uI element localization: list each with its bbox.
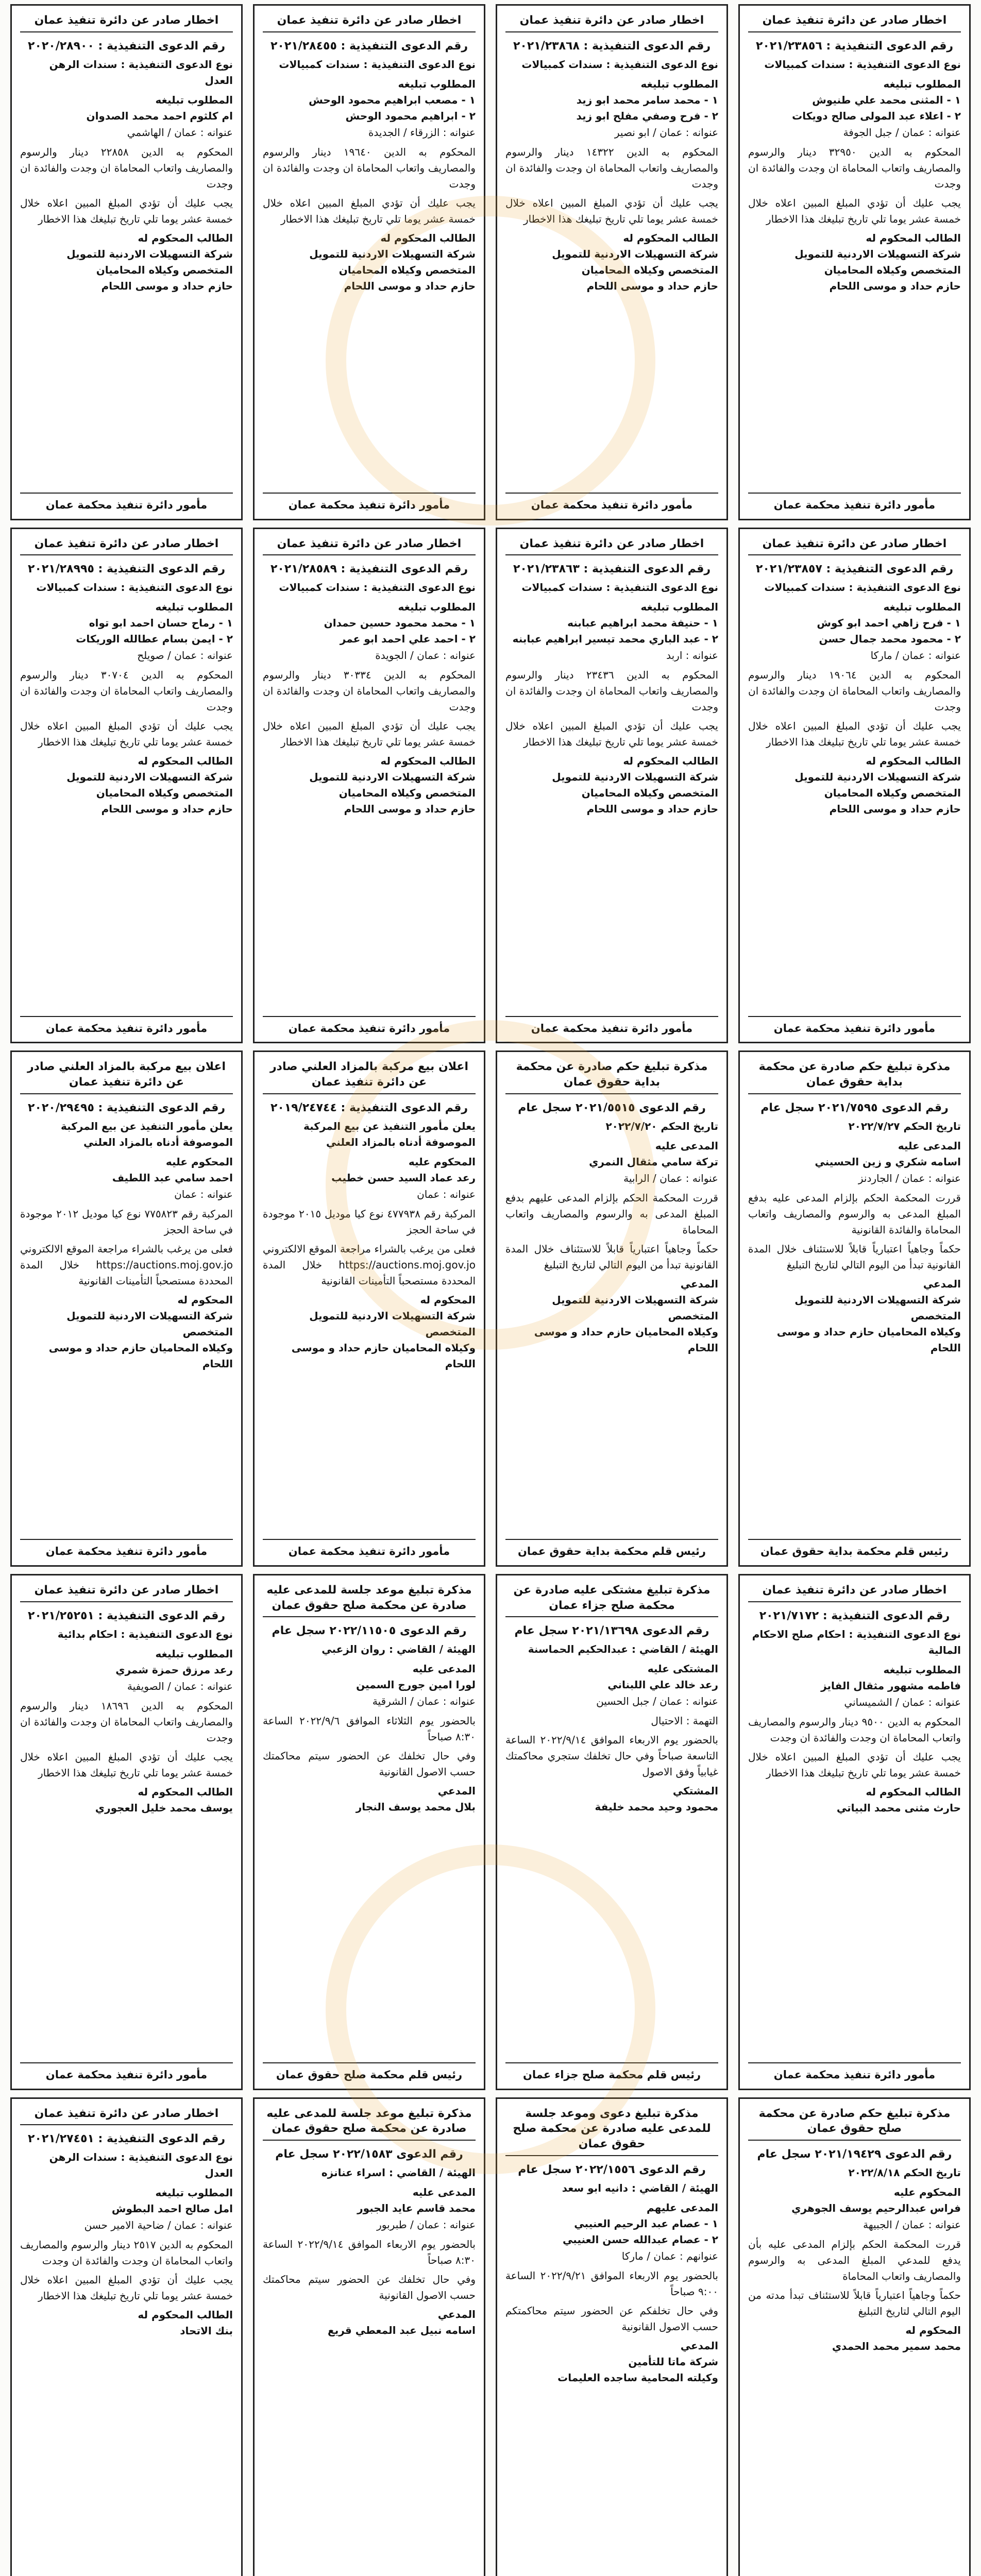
claim-type: نوع الدعوى التنفيذية : سندات الرهن العدل <box>49 58 233 87</box>
party-name: ١ - مصعب ابراهيم محمود الوحش <box>309 93 476 106</box>
party-name: ١ - محمد محمود حسين حمدان <box>324 617 476 630</box>
claim-type: الهيئة / القاضي : روان الزعبي <box>322 1643 476 1656</box>
party-label: المطلوب تبليغه <box>883 1663 961 1676</box>
notice-title: مذكرة تبليغ مشتكى عليه صادرة عن محكمة صلح جزاء عمان <box>505 1583 718 1617</box>
notice-footer: مأمور دائرة تنفيذ محكمة عمان <box>20 1016 233 1037</box>
claim-type: نوع الدعوى التنفيذية : سندات الرهن العدل <box>49 2151 233 2180</box>
creditor-label: المدعي <box>437 2308 476 2321</box>
notice-footer: مأمور دائرة تنفيذ محكمة عمان <box>748 493 961 514</box>
notice-footer: مأمور دائرة تنفيذ محكمة عمان <box>20 1539 233 1560</box>
party-address: عنوانه : عمان / جبل الحسين <box>596 1695 718 1708</box>
case-number: رقم الدعوى ٢٠٢١/٧٥٩٥ سجل عام <box>760 1101 949 1114</box>
legal-notice <box>10 1574 243 2090</box>
notice-body: فعلى من يرغب بالشراء مراجعة الموقع الالكتروني https://auctions.moj.gov.jo خلال المدة المحددة مستصحباً التأمينات القانونية <box>263 1242 476 1287</box>
creditor-name: يوسف محمد خليل العجوري <box>95 1801 233 1814</box>
party-name: ٢ - فرح وصفي مفلح ابو زيد <box>576 109 718 122</box>
creditor-label: المحكوم له <box>420 1293 476 1306</box>
case-number: رقم الدعوى التنفيذية : ٢٠٢٠/٢٩٤٩٥ <box>27 1101 226 1114</box>
creditor-lawyers: حازم حداد و موسى اللحام <box>101 279 233 292</box>
party-name: ١ - حنيفة محمد ابراهيم عبابنه <box>567 617 718 630</box>
party-address: عنوانه : الزرقاء / الجديدة <box>368 126 476 139</box>
party-address: عنوانه : عمان / الرابية <box>623 1172 718 1184</box>
case-number: رقم الدعوى ٢٠٢١/١٣٦٩٨ سجل عام <box>514 1624 709 1638</box>
party-address: عنوانه : اربد <box>666 649 718 662</box>
party-label: المحكوم عليه <box>893 2186 961 2199</box>
notice-amount: المحكوم به الدين ٣٠٣٣٤ دينار والرسوم والمصاريف واتعاب المحاماة ان وجدت والفائدة ان وجدت <box>263 669 476 714</box>
legal-notice <box>10 2097 243 2576</box>
notice-title: اخطار صادر عن دائرة تنفيذ عمان <box>748 13 961 32</box>
legal-notice <box>496 1050 728 1567</box>
creditor-label: المدعي <box>680 1277 718 1290</box>
notice-title: اخطار صادر عن دائرة تنفيذ عمان <box>263 13 476 32</box>
claim-type: الهيئة / القاضي : عبدالحكيم الحماسنة <box>528 1643 718 1656</box>
legal-notice <box>253 2097 485 2576</box>
creditor-lawyers: وكيلاه المحاميان حازم حداد و موسى اللحام <box>291 1341 476 1370</box>
creditor-label: المدعي <box>923 1277 961 1290</box>
creditor-label: المحكوم له <box>177 1293 233 1306</box>
party-name: رعد خالد علي اللبناني <box>607 1679 718 1691</box>
creditor-lawyers: وكيلاه المحاميان حازم حداد و موسى اللحام <box>48 1341 233 1370</box>
party-name: ١ - محمد سامر محمد ابو زيد <box>576 93 718 106</box>
party-name: ٢ - ايمن بسام عطالله الوريكات <box>76 633 233 646</box>
party-name: ١ - المثنى محمد علي طنيوش <box>812 93 961 106</box>
notice-title: مذكرة تبليغ حكم صادرة عن محكمة صلح حقوق عمان <box>748 2106 961 2141</box>
notice-body: يجب عليك أن تؤدي المبلغ المبين اعلاه خلال خمسة عشر يوما تلي تاريخ تبليغك هذا الاخطار <box>505 196 718 225</box>
legal-notice <box>738 4 971 520</box>
party-name: لورا امين جورج السمين <box>356 1679 476 1691</box>
creditor-name: بنك الاتحاد <box>180 2325 233 2337</box>
party-name: محمد قاسم عايد الجبور <box>357 2202 476 2215</box>
party-name: امل صالح احمد البطوش <box>111 2202 233 2215</box>
claim-type: الهيئة / القاضي : دانيه ابو سعد <box>562 2181 718 2194</box>
claim-type: نوع الدعوى التنفيذية : سندات كمبيالات <box>279 581 476 594</box>
party-address: عنوانه : عمان / ماركا <box>870 649 961 662</box>
party-address: عنوانه : عمان / طبربور <box>377 2218 476 2231</box>
notice-amount: بالحضور يوم الثلاثاء الموافق ٢٠٢٢/٩/٦ الساعة ٨:٣٠ صباحاً <box>263 1715 476 1743</box>
party-name: ١ - عصام عبد الرحيم العنيبي <box>574 2217 718 2230</box>
party-label: المطلوب تبليغه <box>155 93 233 106</box>
creditor-label: الطالب المحكوم له <box>623 231 718 244</box>
party-name: ٢ - ابراهيم محمود الوحش <box>345 109 476 122</box>
notice-footer: مأمور دائرة تنفيذ محكمة عمان <box>263 493 476 514</box>
party-label: المدعى عليهم <box>646 2201 718 2214</box>
notices-grid <box>10 4 971 2576</box>
notice-amount: المحكوم به الدين ١٨٦٩٦ دينار والرسوم والمصاريف واتعاب المحاماة ان وجدت والفائدة ان وجدت <box>20 1699 233 1744</box>
notice-title: اعلان بيع مركبة بالمزاد العلني صادر عن دائرة تنفيذ عمان <box>263 1059 476 1094</box>
party-name: ٢ - محمود محمد جمال حسن <box>819 633 961 646</box>
notice-title: اخطار صادر عن دائرة تنفيذ عمان <box>263 536 476 556</box>
party-label: المحكوم عليه <box>165 1155 233 1168</box>
legal-notice <box>253 4 485 520</box>
creditor-label: المشتكي <box>672 1785 718 1798</box>
case-number: رقم الدعوى التنفيذية : ٢٠١٩/٢٤٧٤٤ <box>270 1101 468 1114</box>
party-label: المدعى عليه <box>412 1663 476 1675</box>
case-number: رقم الدعوى التنفيذية : ٢٠٢١/٢٨٥٨٩ <box>270 563 468 576</box>
creditor-lawyers: حازم حداد و موسى اللحام <box>344 279 476 292</box>
notice-body: وفي حال تخلفك عن الحضور سيتم محاكمتك حسب الاصول القانونية <box>263 1750 476 1778</box>
notice-body: حكماً وجاهياً اعتبارياً قابلاً للاستئناف تبدأ مدته من اليوم التالي لتاريخ التبليغ <box>748 2289 961 2318</box>
creditor-label: المحكوم له <box>905 2324 961 2337</box>
notice-title: مذكرة تبليغ موعد جلسة للمدعى عليه صادرة عن محكمة صلح حقوق عمان <box>263 1583 476 1617</box>
creditor-name: شركة التسهيلات الاردنية للتمويل المتخصص وكيلاه المحاميان <box>794 771 961 800</box>
creditor-lawyers: حازم حداد و موسى اللحام <box>101 803 233 816</box>
notice-title: مذكرة تبليغ حكم صادرة عن محكمة بداية حقوق عمان <box>748 1059 961 1094</box>
notice-body: يجب عليك أن تؤدي المبلغ المبين اعلاه خلال خمسة عشر يوما تلي تاريخ تبليغك هذا الاخطار <box>20 720 233 749</box>
party-name: ١ - فرح زاهي احمد ابو كوش <box>817 617 961 630</box>
notice-title: اخطار صادر عن دائرة تنفيذ عمان <box>748 536 961 556</box>
party-label: المطلوب تبليغه <box>883 77 961 90</box>
creditor-name: محمد سمير محمد الحمدي <box>832 2340 961 2353</box>
notice-amount: المحكوم به الدين ١٩٦٤٠ دينار والرسوم والمصاريف واتعاب المحاماة ان وجدت والفائدة ان وجدت <box>263 145 476 190</box>
notice-body: يجب عليك أن تؤدي المبلغ المبين اعلاه خلال خمسة عشر يوما تلي تاريخ تبليغك هذا الاخطار <box>20 2274 233 2302</box>
creditor-name: حارث مثنى محمد البياتي <box>836 1801 961 1814</box>
notice-amount: المحكوم به الدين ٢٥١٧ دينار والرسوم والمصاريف واتعاب المحاماة ان وجدت والفائدة ان وجدت <box>20 2239 233 2267</box>
notice-footer: مأمور دائرة تنفيذ محكمة عمان <box>505 493 718 514</box>
party-name: ٢ - عبد الباري محمد تيسير ابراهيم عبابنه <box>512 633 718 646</box>
notice-amount: التهمة : الاحتيال <box>651 1715 718 1727</box>
claim-type: نوع الدعوى التنفيذية : سندات كمبيالات <box>521 581 718 594</box>
notice-body: يجب عليك أن تؤدي المبلغ المبين اعلاه خلال خمسة عشر يوما تلي تاريخ تبليغك هذا الاخطار <box>263 196 476 225</box>
notice-footer: مأمور دائرة تنفيذ محكمة عمان <box>748 1016 961 1037</box>
party-name: رعد عماد السيد حسن خطيب <box>331 1171 476 1184</box>
case-number: رقم الدعوى ٢٠٢٢/١٥٨٣ سجل عام <box>275 2148 463 2161</box>
party-name: فراس عبدالرحيم يوسف الجوهري <box>791 2202 961 2215</box>
notice-amount: قررت المحكمة الحكم بإلزام المدعى عليه بدفع المبلغ المدعى به والرسوم والمصاريف واتعاب المحاماة والفائدة القانونية <box>748 1191 961 1236</box>
party-label: المطلوب تبليغه <box>155 1647 233 1660</box>
party-address: عنوانه : عمان <box>417 1188 476 1200</box>
party-name: ٢ - اعلاء عبد المولى صالح دويكات <box>792 109 961 122</box>
legal-notice <box>496 528 728 1044</box>
party-label: المطلوب تبليغه <box>883 601 961 614</box>
claim-type: نوع الدعوى التنفيذية : سندات كمبيالات <box>36 581 233 594</box>
case-number: رقم الدعوى ٢٠٢١/١٩٤٢٩ سجل عام <box>757 2148 952 2161</box>
case-number: رقم الدعوى ٢٠٢٢/١٥٥٦ سجل عام <box>518 2163 706 2176</box>
notice-amount: المحكوم به الدين ٩٥٠٠ دينار والرسوم والمصاريف واتعاب المحاماة ان وجدت والفائدة ان وجدت <box>748 1715 961 1744</box>
notice-title: مذكرة تبليغ موعد جلسة للمدعى عليه صادرة عن محكمة صلح حقوق عمان <box>263 2106 476 2141</box>
creditor-lawyers: حازم حداد و موسى اللحام <box>829 803 961 816</box>
party-label: المطلوب تبليغه <box>640 77 718 90</box>
party-label: المدعى عليه <box>412 2186 476 2199</box>
notice-body: حكماً وجاهياً اعتبارياً قابلاً للاستئناف خلال المدة القانونية تبدأ من اليوم التالي لتاريخ التبليغ <box>748 1242 961 1271</box>
case-number: رقم الدعوى التنفيذية : ٢٠٢١/٢٣٨٦٣ <box>513 563 711 576</box>
notice-amount: بالحضور يوم الاربعاء الموافق ٢٠٢٢/٩/٢١ الساعة ٩:٠٠ صباحاً <box>505 2269 718 2298</box>
party-address: عنوانه : عمان / جبل الجوفة <box>843 126 961 139</box>
notice-body: فعلى من يرغب بالشراء مراجعة الموقع الالكتروني https://auctions.moj.gov.jo خلال المدة المحددة مستصحباً التأمينات القانونية <box>20 1242 233 1287</box>
creditor-lawyers: حازم حداد و موسى اللحام <box>586 803 718 816</box>
notice-footer: مأمور دائرة تنفيذ محكمة عمان <box>505 1016 718 1037</box>
notice-amount: المركبة رقم ٧٧٥٨٢٣ نوع كيا موديل ٢٠١٢ موجودة في ساحة الحجز <box>20 1207 233 1236</box>
case-number: رقم الدعوى ٢٠٢١/٥٥١٥ سجل عام <box>518 1101 706 1114</box>
party-label: المطلوب تبليغه <box>398 601 476 614</box>
creditor-label: الطالب المحكوم له <box>623 755 718 768</box>
notice-body: يجب عليك أن تؤدي المبلغ المبين اعلاه خلال خمسة عشر يوما تلي تاريخ تبليغك هذا الاخطار <box>263 720 476 749</box>
party-label: المطلوب تبليغه <box>398 77 476 90</box>
notice-body: يجب عليك أن تؤدي المبلغ المبين اعلاه خلال خمسة عشر يوما تلي تاريخ تبليغك هذا الاخطار <box>20 1750 233 1779</box>
notice-footer: مأمور دائرة تنفيذ محكمة عمان <box>748 2062 961 2083</box>
notice-title: اخطار صادر عن دائرة تنفيذ عمان <box>748 1583 961 1602</box>
creditor-name: شركة التسهيلات الاردنية للتمويل المتخصص <box>794 1293 961 1322</box>
notice-body: يجب عليك أن تؤدي المبلغ المبين اعلاه خلال خمسة عشر يوما تلي تاريخ تبليغك هذا الاخطار <box>748 196 961 225</box>
legal-notice <box>253 528 485 1044</box>
notice-title: اخطار صادر عن دائرة تنفيذ عمان <box>505 13 718 32</box>
notice-body: حكماً وجاهياً اعتبارياً قابلاً للاستئناف خلال المدة القانونية تبدأ من اليوم التالي لتاريخ التبليغ <box>505 1242 718 1271</box>
notice-body: يجب عليك أن تؤدي المبلغ المبين اعلاه خلال خمسة عشر يوما تلي تاريخ تبليغك هذا الاخطار <box>20 196 233 225</box>
creditor-lawyers: حازم حداد و موسى اللحام <box>829 279 961 292</box>
notice-body: يجب عليك أن تؤدي المبلغ المبين اعلاه خلال خمسة عشر يوما تلي تاريخ تبليغك هذا الاخطار <box>505 720 718 749</box>
party-address: عنوانه : عمان / الجاردنز <box>858 1172 961 1184</box>
party-name: ام كلثوم احمد محمد الصدوان <box>86 109 233 122</box>
notice-title: مذكرة تبليغ دعوى وموعد جلسة للمدعى عليه صادرة عن محكمة صلح حقوق عمان <box>505 2106 718 2156</box>
case-number: رقم الدعوى التنفيذية : ٢٠٢١/٢٣٨٦٨ <box>513 39 711 53</box>
creditor-lawyers: حازم حداد و موسى اللحام <box>344 803 476 816</box>
party-address: عنوانه : عمان / الجويدة <box>375 649 476 662</box>
party-name: ٢ - عصام عبدالله حسن العنيبي <box>562 2233 718 2246</box>
notice-amount: المحكوم به الدين ١٩٠٦٤ دينار والرسوم والمصاريف واتعاب المحاماة ان وجدت والفائدة ان وجدت <box>748 669 961 714</box>
notice-title: اخطار صادر عن دائرة تنفيذ عمان <box>20 13 233 32</box>
creditor-label: الطالب المحكوم له <box>380 231 476 244</box>
legal-notice <box>253 1574 485 2090</box>
creditor-lawyers: وكيلاه المحاميان حازم حداد و موسى اللحام <box>534 1325 718 1354</box>
creditor-label: الطالب المحكوم له <box>138 1785 233 1798</box>
notice-body: بالحضور يوم الاربعاء الموافق ٢٠٢٢/٩/١٤ الساعة التاسعة صباحاً وفي حال تخلفك ستجري محاكمتك غيابياً وفق الاصول <box>505 1734 718 1778</box>
party-address: عنوانه : عمان / صويلح <box>137 649 233 662</box>
notice-amount: المركبة رقم ٤٧٧٩٣٨ نوع كيا موديل ٢٠١٥ موجودة في ساحة الحجز <box>263 1207 476 1236</box>
notice-footer: رئيس قلم محكمة صلح حقوق عمان <box>263 2062 476 2083</box>
creditor-lawyers: وكيلاه المحاميان حازم حداد و موسى اللحام <box>776 1325 961 1354</box>
party-label: المطلوب تبليغه <box>155 601 233 614</box>
party-label: المطلوب تبليغه <box>640 601 718 614</box>
case-number: رقم الدعوى ٢٠٢٢/١١٥٠٥ سجل عام <box>272 1624 467 1638</box>
notice-title: اخطار صادر عن دائرة تنفيذ عمان <box>20 2106 233 2126</box>
legal-notice <box>10 4 243 520</box>
legal-notice <box>253 1050 485 1567</box>
claim-type: نوع الدعوى التنفيذية : سندات كمبيالات <box>764 581 961 594</box>
legal-notice <box>10 1050 243 1567</box>
creditor-name: شركة التسهيلات الاردنية للتمويل المتخصص وكيلاه المحاميان <box>794 247 961 276</box>
claim-type: تاريخ الحكم ٢٠٢٢/٨/١٨ <box>848 2166 961 2179</box>
creditor-name: شركة التسهيلات الاردنية للتمويل المتخصص <box>309 1309 476 1338</box>
case-number: رقم الدعوى التنفيذية : ٢٠٢١/٧١٧٢ <box>759 1609 950 1622</box>
case-number: رقم الدعوى التنفيذية : ٢٠٢١/٢٨٩٩٥ <box>27 563 226 576</box>
creditor-label: الطالب المحكوم له <box>866 1785 961 1798</box>
legal-notice <box>496 2097 728 2576</box>
case-number: رقم الدعوى التنفيذية : ٢٠٢١/٢٥٢٥١ <box>27 1609 226 1622</box>
claim-type: الهيئة / القاضي : اسراء عنانزه <box>321 2166 476 2179</box>
party-name: فاطمه مشهور مثقال الفايز <box>821 1679 961 1692</box>
creditor-name: شركة التسهيلات الاردنية للتمويل المتخصص وكيلاه المحاميان <box>552 771 718 800</box>
case-number: رقم الدعوى التنفيذية : ٢٠٢١/٢٧٤٥١ <box>27 2132 226 2146</box>
notice-body: يجب عليك أن تؤدي المبلغ المبين اعلاه خلال خمسة عشر يوما تلي تاريخ تبليغك هذا الاخطار <box>748 1750 961 1779</box>
creditor-name: شركة التسهيلات الاردنية للتمويل المتخصص وكيلاه المحاميان <box>309 247 476 276</box>
notice-body: وفي حال تخلفكم عن الحضور سيتم محاكمتكم حسب الاصول القانونية <box>505 2304 718 2333</box>
case-number: رقم الدعوى التنفيذية : ٢٠٢١/٢٣٨٥٦ <box>755 39 954 53</box>
legal-notice <box>496 4 728 520</box>
notice-title: اخطار صادر عن دائرة تنفيذ عمان <box>505 536 718 556</box>
legal-notice <box>10 528 243 1044</box>
creditor-name: شركة التسهيلات الاردنية للتمويل المتخصص <box>552 1293 718 1322</box>
notice-footer: مأمور دائرة تنفيذ محكمة عمان <box>20 2062 233 2083</box>
party-address: عنوانه : عمان / الشرقية <box>372 1695 476 1708</box>
case-number: رقم الدعوى التنفيذية : ٢٠٢٠/٢٨٩٠٠ <box>27 39 226 53</box>
claim-type: نوع الدعوى التنفيذية : سندات كمبيالات <box>764 58 961 71</box>
notice-body: يجب عليك أن تؤدي المبلغ المبين اعلاه خلال خمسة عشر يوما تلي تاريخ تبليغك هذا الاخطار <box>748 720 961 749</box>
notice-footer: رئيس قلم محكمة بداية حقوق عمان <box>748 1539 961 1560</box>
party-address: عنوانه : عمان / الصويفية <box>127 1680 233 1692</box>
creditor-name: بلال محمد يوسف النجار <box>356 1801 476 1814</box>
party-name: تركة سامي مثقال النمري <box>589 1155 718 1168</box>
creditor-name: شركة ماتا للتأمين <box>628 2355 718 2368</box>
creditor-label: المدعي <box>437 1785 476 1798</box>
party-address: عنوانه : عمان / ضاحية الامير حسن <box>84 2219 233 2232</box>
creditor-label: المدعي <box>680 2339 718 2352</box>
notice-body: وفي حال تخلفك عن الحضور سيتم محاكمتك حسب الاصول القانونية <box>263 2273 476 2302</box>
notice-amount: بالحضور يوم الاربعاء الموافق ٢٠٢٢/٩/١٤ الساعة ٨:٣٠ صباحاً <box>263 2238 476 2267</box>
party-name: ٢ - احمد علي احمد ابو عمر <box>340 633 476 646</box>
legal-notice <box>738 1574 971 2090</box>
claim-type: يعلن مأمور التنفيذ عن بيع المركبة الموصوفة أدناه بالمزاد العلني <box>303 1120 476 1148</box>
party-address: عنوانه : عمان <box>174 1188 233 1200</box>
party-name: اسامه شكري و زين الحسيني <box>815 1155 961 1168</box>
case-number: رقم الدعوى التنفيذية : ٢٠٢١/٢٨٤٥٥ <box>270 39 468 53</box>
notice-amount: المحكوم به الدين ٢٣٤٣٦ دينار والرسوم والمصاريف واتعاب المحاماة ان وجدت والفائدة ان وجدت <box>505 669 719 714</box>
claim-type: تاريخ الحكم ٢٠٢٢/٧/٢٧ <box>848 1120 961 1132</box>
party-name: ١ - رماح حسان احمد ابو تواه <box>89 617 233 630</box>
creditor-name: اسامه نبيل عبد المعطي قريع <box>328 2324 476 2337</box>
party-name: احمد سامي عبد اللطيف <box>112 1171 233 1184</box>
notice-footer: مأمور دائرة تنفيذ محكمة عمان <box>263 1016 476 1037</box>
claim-type: نوع الدعوى التنفيذية : احكام صلح الاحكام المالية <box>752 1628 961 1656</box>
party-name: رعد مرزق حمزة شمري <box>115 1663 233 1676</box>
notice-amount: المحكوم به الدين ١٤٣٢٢ دينار والرسوم والمصاريف واتعاب المحاماة ان وجدت والفائدة ان وجدت <box>505 145 719 190</box>
creditor-label: الطالب المحكوم له <box>380 755 476 768</box>
party-label: المدعى عليه <box>898 1139 961 1152</box>
notice-title: اعلان بيع مركبة بالمزاد العلني صادر عن دائرة تنفيذ عمان <box>20 1059 233 1094</box>
case-number: رقم الدعوى التنفيذية : ٢٠٢١/٢٣٨٥٧ <box>755 563 954 576</box>
party-label: المحكوم عليه <box>408 1155 476 1168</box>
notice-amount: المحكوم به الدين ٣٠٧٠٤ دينار والرسوم والمصاريف واتعاب المحاماة ان وجدت والفائدة ان وجدت <box>20 669 233 714</box>
party-label: المطلوب تبليغه <box>155 2187 233 2199</box>
notice-title: اخطار صادر عن دائرة تنفيذ عمان <box>20 536 233 556</box>
creditor-name: محمود وحيد محمد خليفة <box>595 1801 718 1814</box>
claim-type: تاريخ الحكم ٢٠٢٢/٧/٢٠ <box>605 1120 718 1132</box>
legal-notice <box>738 2097 971 2576</box>
creditor-label: الطالب المحكوم له <box>138 2309 233 2321</box>
party-label: المشتكى عليه <box>647 1663 718 1675</box>
party-address: عنوانه : عمان / ابو نصير <box>614 126 718 139</box>
notice-title: مذكرة تبليغ حكم صادرة عن محكمة بداية حقوق عمان <box>505 1059 718 1094</box>
creditor-label: الطالب المحكوم له <box>138 231 233 244</box>
creditor-name: شركة التسهيلات الاردنية للتمويل المتخصص وكيلاه المحاميان <box>552 247 718 276</box>
party-address: عنوانه : عمان / الشميساني <box>844 1696 961 1708</box>
notice-footer: رئيس قلم محكمة صلح جزاء عمان <box>505 2062 718 2083</box>
creditor-name: شركة التسهيلات الاردنية للتمويل المتخصص وكيلاه المحاميان <box>66 771 233 800</box>
notice-amount: المحكوم به الدين ٣٢٩٥٠ دينار والرسوم والمصاريف واتعاب المحاماة ان وجدت والفائدة ان وجدت <box>748 145 961 190</box>
party-address: عنوانه : عمان / الهاشمي <box>127 126 233 139</box>
creditor-lawyers: حازم حداد و موسى اللحام <box>586 279 718 292</box>
claim-type: نوع الدعوى التنفيذية : سندات كمبيالات <box>521 58 718 71</box>
party-label: المدعى عليه <box>655 1139 718 1152</box>
creditor-name: شركة التسهيلات الاردنية للتمويل المتخصص <box>66 1309 233 1338</box>
claim-type: نوع الدعوى التنفيذية : سندات كمبيالات <box>279 58 476 71</box>
claim-type: نوع الدعوى التنفيذية : احكام بدائية <box>57 1628 233 1640</box>
notice-title: اخطار صادر عن دائرة تنفيذ عمان <box>20 1583 233 1602</box>
creditor-label: الطالب المحكوم له <box>866 231 961 244</box>
party-address: عنوانه : عمان / الجبيهة <box>863 2218 961 2231</box>
legal-notice <box>496 1574 728 2090</box>
notice-footer: مأمور دائرة تنفيذ محكمة عمان <box>20 493 233 514</box>
creditor-label: الطالب المحكوم له <box>138 755 233 768</box>
legal-notice <box>738 528 971 1044</box>
creditor-label: الطالب المحكوم له <box>866 755 961 768</box>
creditor-name: شركة التسهيلات الاردنية للتمويل المتخصص وكيلاه المحاميان <box>66 247 233 276</box>
notice-footer: رئيس قلم محكمة بداية حقوق عمان <box>505 1539 718 1560</box>
creditor-name: شركة التسهيلات الاردنية للتمويل المتخصص وكيلاه المحاميان <box>309 771 476 800</box>
party-address: عنوانهم : عمان / ماركا <box>621 2249 718 2262</box>
notice-amount: قررت المحكمة الحكم بإلزام المدعى عليه بأن يدفع للمدعي المبلغ المدعى به والرسوم والمصاريف واتعاب المحاماة <box>748 2238 961 2283</box>
legal-notice <box>738 1050 971 1567</box>
notice-amount: المحكوم به الدين ٢٢٨٥٨ دينار والرسوم والمصاريف واتعاب المحاماة ان وجدت والفائدة ان وجدت <box>20 145 233 190</box>
notice-footer: مأمور دائرة تنفيذ محكمة عمان <box>263 1539 476 1560</box>
creditor-lawyers: وكيلته المحامية ساجده العليمات <box>557 2371 718 2384</box>
notice-amount: قررت المحكمة الحكم بإلزام المدعى عليهم بدفع المبلغ المدعى به والرسوم والمصاريف واتعاب المحاماة <box>505 1191 718 1236</box>
claim-type: يعلن مأمور التنفيذ عن بيع المركبة الموصوفة أدناه بالمزاد العلني <box>60 1120 233 1148</box>
